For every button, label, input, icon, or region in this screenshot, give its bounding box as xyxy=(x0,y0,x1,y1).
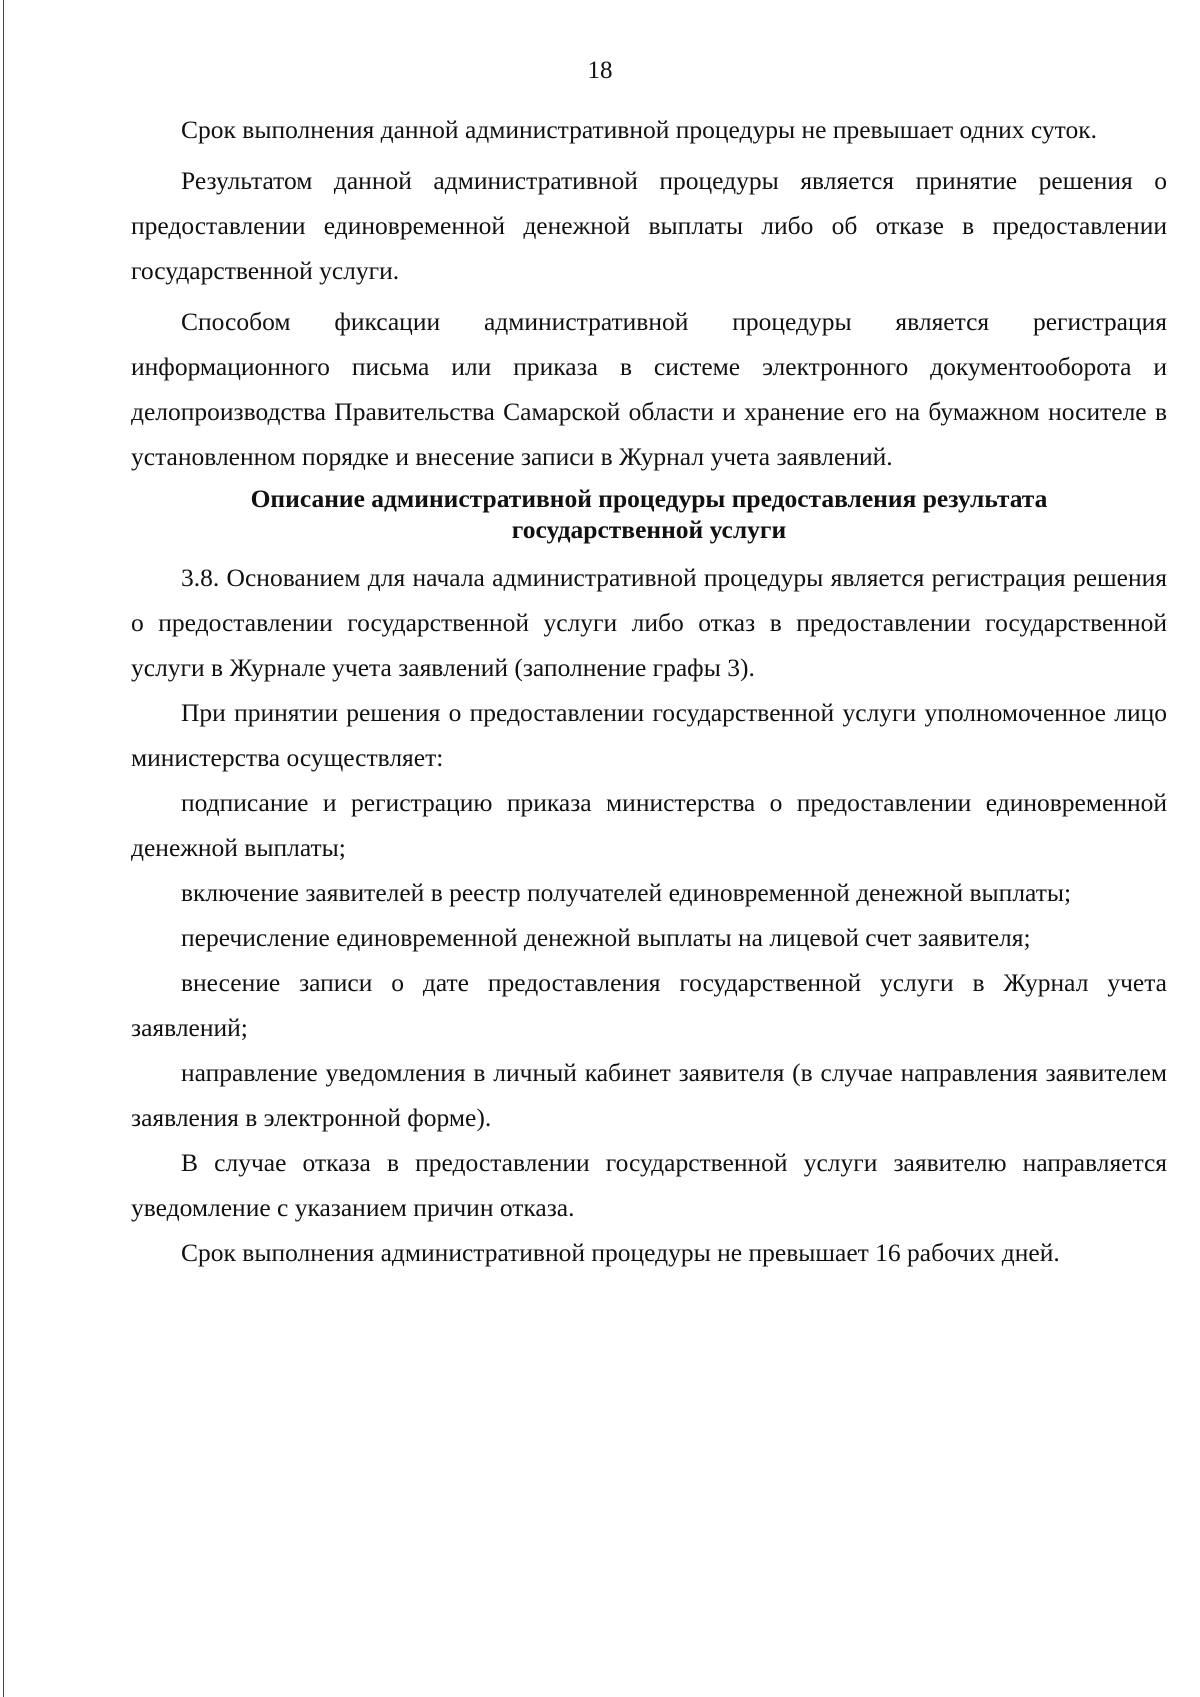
section-heading xyxy=(131,483,1167,545)
section-heading-line-2: государственной услуги xyxy=(511,515,787,544)
list-item-signing: подписание и регистрацию приказа министерства о предоставлении единовременной денежной выплаты; xyxy=(131,788,1167,862)
page-number: 18 xyxy=(587,57,613,84)
paragraph-term-one-day: Срок выполнения данной административной процедуры не превышает одних суток. xyxy=(181,115,1097,144)
section-heading-line-1: Описание административной процедуры предоставления результата xyxy=(250,484,1048,513)
page-content xyxy=(131,107,1167,1275)
list-item-registry: включение заявителей в реестр получателей единовременной денежной выплаты; xyxy=(181,878,1072,907)
list-item-transfer: перечисление единовременной денежной выплаты на лицевой счет заявителя; xyxy=(181,923,1031,952)
paragraph-decision-actions: При принятии решения о предоставлении государственной услуги уполномоченное лицо министерства осуществляет: xyxy=(131,698,1167,772)
page-edge-line xyxy=(3,0,4,1697)
paragraph-3-8-basis: 3.8. Основанием для начала административной процедуры является регистрация решения о предоставлении государственной услуги либо отказ в предоставлении государственной услуги в Журнале учета заявлений (заполнение графы 3). xyxy=(131,563,1167,682)
list-item-journal-entry: внесение записи о дате предоставления государственной услуги в Журнал учета заявлений; xyxy=(131,968,1167,1042)
paragraph-term-16-days: Срок выполнения административной процедуры не превышает 16 рабочих дней. xyxy=(181,1238,1060,1267)
list-item-notification: направление уведомления в личный кабинет заявителя (в случае направления заявителем заявления в электронной форме). xyxy=(131,1058,1167,1132)
paragraph-result: Результатом данной административной процедуры является принятие решения о предоставлении единовременной денежной выплаты либо об отказе в предоставлении государственной услуги. xyxy=(131,166,1167,285)
paragraph-refusal: В случае отказа в предоставлении государственной услуги заявителю направляется уведомление с указанием причин отказа. xyxy=(131,1148,1167,1222)
paragraph-fixation-method: Способом фиксации административной процедуры является регистрация информационного письма или приказа в системе электронного документооборота и делопроизводства Правительства Самарской области и хранение его на бумажном носителе в установленном порядке и внесение записи в Журнал учета заявлений. xyxy=(131,307,1167,471)
